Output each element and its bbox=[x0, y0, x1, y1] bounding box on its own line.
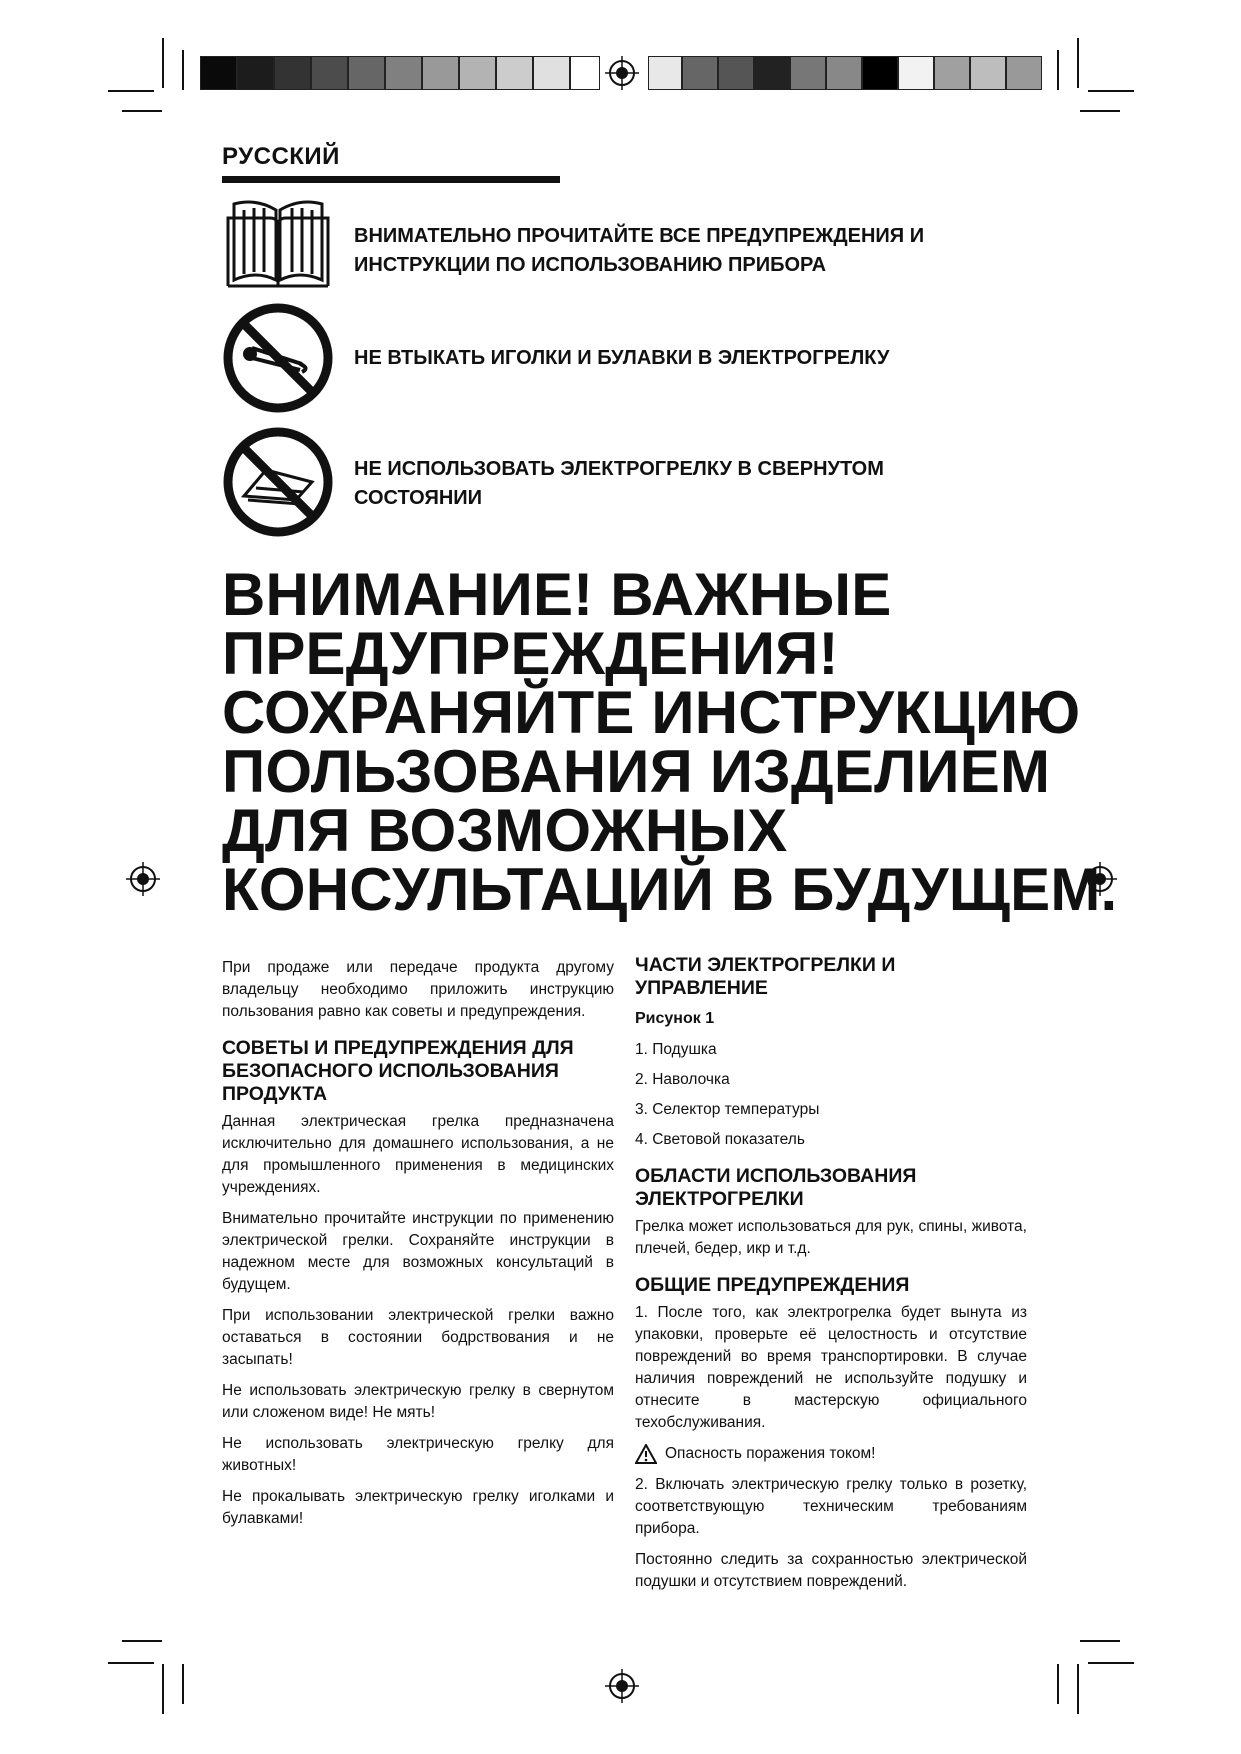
read-instructions-text: ВНИМАТЕЛЬНО ПРОЧИТАЙТЕ ВСЕ ПРЕДУПРЕЖДЕНИЯ И ИНСТРУКЦИИ ПО ИСПОЛЬЗОВАНИЮ ПРИБОРА bbox=[354, 225, 925, 276]
safety-paragraph: Данная электрическая грелка предназначена исключительно для домашнего использования, а не для промышленного применения в медицинских учреждениях. bbox=[222, 1113, 614, 1196]
no-folding-icon bbox=[222, 426, 334, 538]
intro-paragraph: При продаже или передаче продукта другому владельцу необходимо приложить инструкцию пользования равно как советы и предупреждения. bbox=[222, 959, 614, 1020]
right-column bbox=[635, 942, 1027, 1602]
safety-heading: СОВЕТЫ И ПРЕДУПРЕЖДЕНИЯ ДЛЯ БЕЗОПАСНОГО ИСПОЛЬЗОВАНИЯ ПРОДУКТА bbox=[222, 1037, 574, 1105]
general-warning-3: Постоянно следить за сохранностью электрической подушки и отсутствием повреждений. bbox=[635, 1551, 1027, 1590]
registration-target-left bbox=[126, 862, 160, 896]
safety-paragraph: Не использовать электрическую грелку для животных! bbox=[222, 1435, 614, 1474]
shock-warning bbox=[635, 1443, 1027, 1465]
general-warnings-heading: ОБЩИЕ ПРЕДУПРЕЖДЕНИЯ bbox=[635, 1274, 910, 1296]
left-column bbox=[222, 957, 614, 1539]
usage-areas-heading: ОБЛАСТИ ИСПОЛЬЗОВАНИЯ ЭЛЕКТРОГРЕЛКИ bbox=[635, 1165, 917, 1210]
warning-triangle-icon bbox=[635, 1444, 657, 1464]
parts-list-item: 1. Подушка bbox=[635, 1041, 717, 1058]
registration-target-top bbox=[605, 56, 639, 90]
parts-heading: ЧАСТИ ЭЛЕКТРОГРЕЛКИ И УПРАВЛЕНИЕ bbox=[635, 954, 896, 999]
figure-label: Рисунок 1 bbox=[635, 1010, 715, 1027]
general-warning-2: 2. Включать электрическую грелку только в розетку, соответствующую техническим требованиям прибора. bbox=[635, 1476, 1027, 1537]
safety-paragraph: Не использовать электрическую грелку в свернутом или сложеном виде! Не мять! bbox=[222, 1382, 614, 1421]
safety-paragraph: При использовании электрической грелки важно оставаться в состоянии бодрствования и не засыпать! bbox=[222, 1307, 614, 1368]
language-heading: РУССКИЙ bbox=[222, 143, 340, 170]
main-warning-headline: ВНИМАНИЕ! ВАЖНЫЕ ПРЕДУПРЕЖДЕНИЯ! СОХРАНЯЙТЕ ИНСТРУКЦИЮ ПОЛЬЗОВАНИЯ ИЗДЕЛИЕМ ДЛЯ ВОЗМОЖНЫХ КОНСУЛЬТАЦИЙ В БУДУЩЕМ. bbox=[222, 561, 1118, 923]
no-folding-text: НЕ ИСПОЛЬЗОВАТЬ ЭЛЕКТРОГРЕЛКУ В СВЕРНУТОМ СОСТОЯНИИ bbox=[354, 458, 884, 509]
general-warning-1: 1. После того, как электрогрелка будет вынута из упаковки, проверьте её целостность и отсутствие повреждений во время транспортировки. В случае наличия повреждений не используйте подушку и отнесите в мастерскую официального техобслуживания. bbox=[635, 1304, 1027, 1431]
no-pins-icon bbox=[222, 302, 334, 414]
shock-warning-text: Опасность поражения током! bbox=[665, 1445, 876, 1462]
parts-list-item: 2. Наволочка bbox=[635, 1071, 730, 1088]
registration-target-bottom bbox=[605, 1669, 639, 1703]
language-underline bbox=[222, 176, 560, 183]
parts-list-item: 3. Селектор температуры bbox=[635, 1101, 820, 1118]
safety-paragraph: Не прокалывать электрическую грелку иголками и булавками! bbox=[222, 1488, 614, 1527]
parts-list-item: 4. Световой показатель bbox=[635, 1131, 805, 1148]
open-book-icon bbox=[222, 196, 334, 292]
usage-areas-text: Грелка может использоваться для рук, спины, живота, плечей, бедер, икр и т.д. bbox=[635, 1218, 1027, 1257]
safety-paragraph: Внимательно прочитайте инструкции по применению электрической грелки. Сохраняйте инструкции в надежном месте для возможных консультаций в будущем. bbox=[222, 1210, 614, 1293]
no-pins-text: НЕ ВТЫКАТЬ ИГОЛКИ И БУЛАВКИ В ЭЛЕКТРОГРЕЛКУ bbox=[354, 347, 890, 369]
